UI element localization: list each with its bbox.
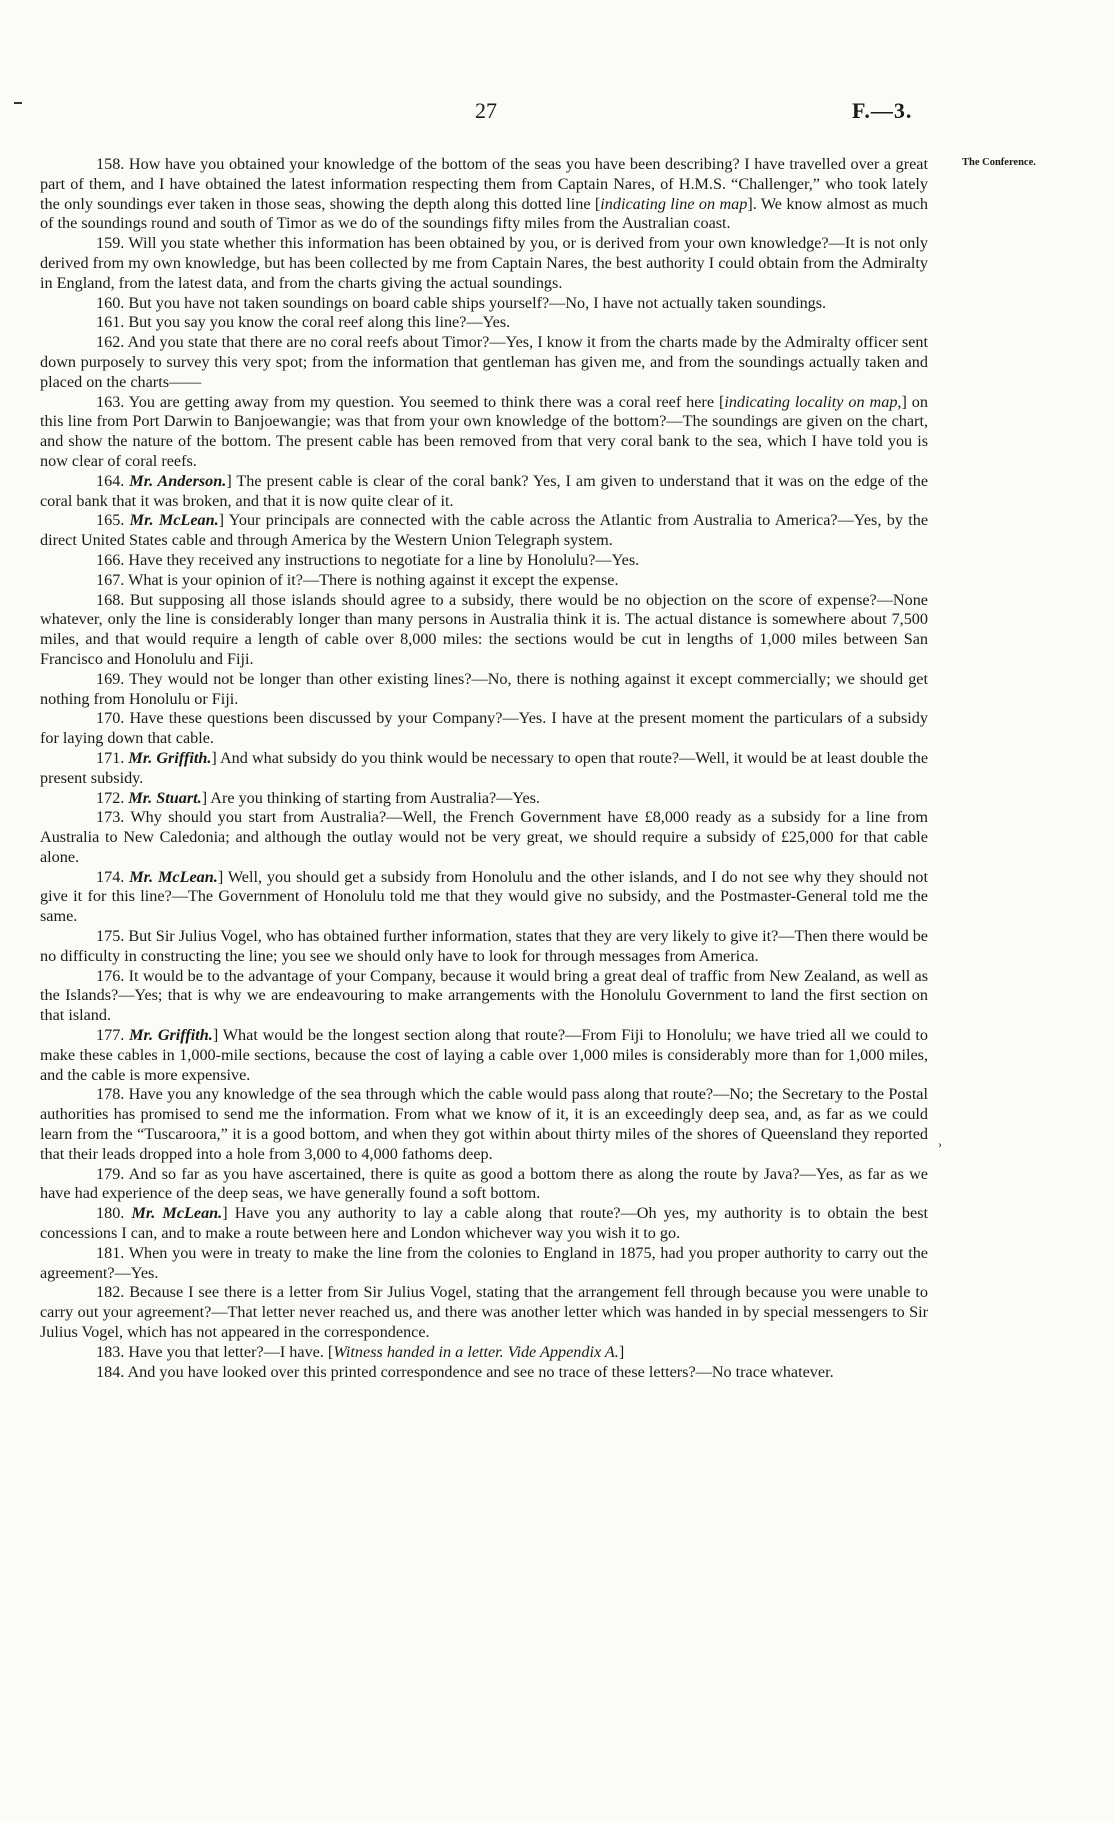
testimony-paragraph: 169. They would not be longer than other existing lines?—No, there is nothing against it except commercially; we should get nothing from Honolulu or Fiji. [40,669,928,708]
scan-dash-mark [14,102,22,104]
testimony-paragraph: 165. Mr. McLean.] Your principals are connected with the cable across the Atlantic from Australia to America?—Yes, by the direct United States cable and through America by the Western Union Telegraph system. [40,511,929,550]
testimony-paragraph: 166. Have they received any instructions to negotiate for a line by Honolulu?—Yes. [96,550,640,569]
testimony-paragraph: 180. Mr. McLean.] Have you any authority to lay a cable along that route?—Oh yes, my authority is to obtain the best concessions I can, and to make a route between here and London whichever way you wish it to go. [40,1204,928,1243]
testimony-body [40,155,928,1382]
testimony-paragraph: 175. But Sir Julius Vogel, who has obtained further information, states that they are very likely to give it?—Then there would be no difficulty in constructing the line; you see we should only have to look for through messages from America. [40,927,928,965]
testimony-paragraph: 178. Have you any knowledge of the sea through which the cable would pass along that route?—No; the Secretary to the Postal authorities has promised to send me the information. From what we know of it, it is an exceedingly deep sea, and, as far as we could learn from the “Tuscaroora,” it is a good bottom, and when they got within about thirty miles of the shores of Queensland they reported that their leads dropped into a hole from 3,000 to 4,000 fathoms deep. [40,1085,928,1163]
testimony-paragraph: 184. And you have looked over this printed correspondence and see no trace of these letters?—No trace whatever. [96,1362,834,1381]
document-reference: F.—3. [852,98,913,123]
testimony-paragraph: 177. Mr. Griffith.] What would be the longest section along that route?—From Fiji to Honolulu; we have tried all we could to make these cables in 1,000-mile sections, because the cost of laying a cable over 1,000 miles is considerably more than for 1,000 miles, and the cable is more expensive. [40,1026,929,1084]
testimony-paragraph: 163. You are getting away from my question. You seemed to think there was a coral reef here [indicating locality on map,] on this line from Port Darwin to Banjoewangie; was that from your own knowledge of the bottom?—The soundings are given on the chart, and show the nature of the bottom. The present cable has been removed from that very coral bank to the sea, which I have told you is now clear of coral reefs. [40,392,928,470]
testimony-paragraph: 174. Mr. McLean.] Well, you should get a subsidy from Honolulu and the other islands, and I do not see why they should not give it for this line?—The Government of Honolulu told me that they would give no subsidy, and the Postmaster-General told me the same. [40,867,929,926]
testimony-paragraph: 183. Have you that letter?—I have. [Witness handed in a letter. Vide Appendix A.] [96,1342,625,1361]
testimony-paragraph: 167. What is your opinion of it?—There is nothing against it except the expense. [96,570,619,589]
testimony-paragraph: 181. When you were in treaty to make the line from the colonies to England in 1875, had you proper authority to carry out the agreement?—Yes. [40,1243,928,1282]
testimony-paragraph: 170. Have these questions been discussed by your Company?—Yes. I have at the present moment the particulars of a subsidy for laying down that cable. [40,709,928,748]
testimony-paragraph: 168. But supposing all those islands should agree to a subsidy, there would be no objection on the score of expense?—None whatever, only the line is considerably longer than many persons in Australia think it is. The actual distance is somewhere about 7,500 miles, and that would require a length of cable over 8,000 miles: the sections would be cut in lengths of 1,000 miles between San Francisco and Honolulu and Fiji. [40,590,928,668]
margin-mark: › [938,1137,942,1151]
testimony-paragraph: 158. How have you obtained your knowledge of the bottom of the seas you have been describing? I have travelled over a great part of them, and I have obtained the latest information respecting them from Captain Nares, of H.M.S. “Challenger,” who took lately the only soundings ever taken in those seas, showing the depth along this dotted line [indicating line on map]. We know almost as much of the soundings round and south of Timor as we do of the soundings fifty miles from the Australian coast. [40,155,928,233]
testimony-paragraph: 173. Why should you start from Australia?—Well, the French Government have £8,000 ready as a subsidy for a line from Australia to New Caledonia; and although the outlay would not be very great, we should require a subsidy of £25,000 for that cable alone. [40,808,928,866]
margin-note: The Conference. [962,157,1036,168]
testimony-paragraph: 160. But you have not taken soundings on board cable ships yourself?—No, I have not actually taken soundings. [96,293,827,312]
testimony-paragraph: 182. Because I see there is a letter from Sir Julius Vogel, stating that the arrangement fell through because you were unable to carry out your agreement?—That letter never reached us, and there was another letter which was handed in by special messengers to Sir Julius Vogel, which has not appeared in the correspondence. [40,1283,928,1342]
testimony-paragraph: 172. Mr. Stuart.] Are you thinking of starting from Australia?—Yes. [96,788,540,807]
testimony-paragraph: 176. It would be to the advantage of your Company, because it would bring a great deal of traffic from New Zealand, as well as the Islands?—Yes; that is why we are endeavouring to make arrangements with the Honolulu Government to land the first section on that island. [40,966,928,1025]
page-number: 27 [475,98,497,123]
testimony-paragraph: 179. And so far as you have ascertained, there is quite as good a bottom there as along the route by Java?—Yes, as far as we have had experience of the deep seas, we have generally found a soft bottom. [40,1164,928,1203]
testimony-paragraph: 159. Will you state whether this information has been obtained by you, or is derived from your own knowledge?—It is not only derived from my own knowledge, but has been collected by me from Captain Nares, the best authority I could obtain from the Admiralty in England, from the latest data, and from the charts giving the actual soundings. [40,234,928,292]
testimony-paragraph: 171. Mr. Griffith.] And what subsidy do you think would be necessary to open that route?—Well, it would be at least double the present subsidy. [40,748,929,787]
testimony-paragraph: 164. Mr. Anderson.] The present cable is clear of the coral bank? Yes, I am given to understand that it was on the edge of the coral bank that it was broken, and that it is now quite clear of it. [40,471,929,510]
testimony-paragraph: 162. And you state that there are no coral reefs about Timor?—Yes, I know it from the charts made by the Admiralty officer sent down purposely to survey this very spot; from the information that gentleman has given me, and from the soundings actually taken and placed on the charts—— [40,333,928,391]
testimony-paragraph: 161. But you say you know the coral reef along this line?—Yes. [96,313,511,332]
